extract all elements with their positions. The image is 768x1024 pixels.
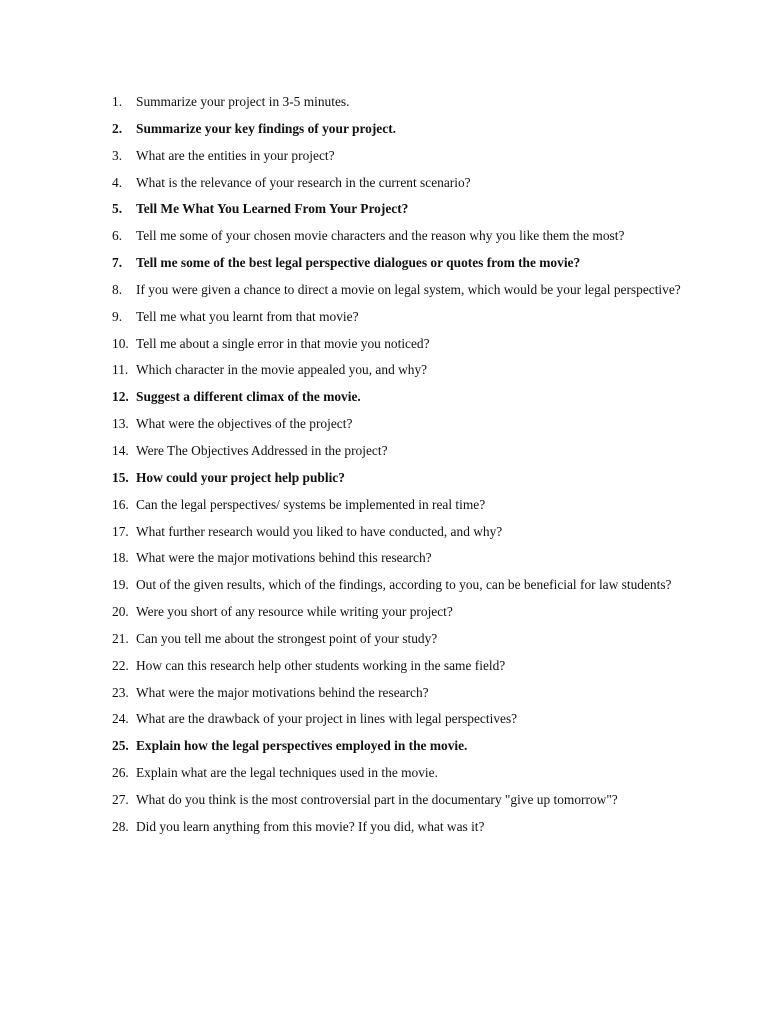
question-text: Can the legal perspectives/ systems be implemented in real time? (136, 496, 486, 512)
question-item (112, 357, 712, 384)
question-number: 19. (112, 577, 129, 593)
question-number: 24. (112, 711, 129, 727)
question-text: What is the relevance of your research in the current scenario? (136, 174, 471, 190)
question-number: 14. (112, 442, 129, 458)
question-item (112, 599, 712, 626)
question-text: If you were given a chance to direct a movie on legal system, which would be your legal perspective? (136, 281, 681, 297)
question-text: How could your project help public? (136, 469, 345, 485)
question-text: What are the entities in your project? (136, 147, 335, 163)
question-number: 9. (112, 308, 123, 324)
question-text: What do you think is the most controversial part in the documentary "give up tomorrow"? (136, 791, 618, 807)
question-item (112, 814, 712, 841)
question-text: Tell me some of the best legal perspective dialogues or quotes from the movie? (136, 255, 581, 271)
question-number: 5. (112, 201, 123, 217)
question-number: 8. (112, 281, 123, 297)
question-text: Explain how the legal perspectives employed in the movie. (136, 738, 468, 754)
question-number: 12. (112, 389, 129, 405)
question-item (112, 653, 712, 680)
question-item (112, 304, 712, 331)
question-text: Can you tell me about the strongest point of your study? (136, 630, 438, 646)
question-item (112, 545, 712, 572)
question-number: 2. (112, 120, 123, 136)
question-item (112, 116, 712, 143)
question-item (112, 331, 712, 358)
question-number: 25. (112, 738, 129, 754)
question-text: Summarize your project in 3-5 minutes. (136, 94, 350, 109)
question-text: Were The Objectives Addressed in the project? (136, 442, 388, 458)
question-item (112, 706, 712, 733)
question-item (112, 733, 712, 760)
question-item (112, 465, 712, 492)
question-item (112, 223, 712, 250)
question-number: 18. (112, 550, 129, 566)
question-item (112, 680, 712, 707)
question-text: Out of the given results, which of the findings, according to you, can be beneficial for law students? (136, 577, 672, 593)
question-number: 23. (112, 684, 129, 700)
question-number: 10. (112, 335, 129, 351)
question-item (112, 250, 712, 277)
question-text: What further research would you liked to have conducted, and why? (136, 523, 503, 539)
question-number: 26. (112, 765, 129, 781)
question-text: Tell me what you learnt from that movie? (136, 308, 359, 324)
question-text: What were the major motivations behind this research? (136, 550, 432, 566)
question-number: 15. (112, 469, 129, 485)
question-item (112, 170, 712, 197)
question-number: 16. (112, 496, 129, 512)
question-item (112, 196, 712, 223)
question-text: What were the major motivations behind the research? (136, 684, 429, 700)
question-text: Explain what are the legal techniques used in the movie. (136, 765, 438, 781)
question-item (112, 411, 712, 438)
question-text: Tell me about a single error in that movie you noticed? (136, 335, 430, 351)
question-number: 13. (112, 416, 129, 432)
question-number: 11. (112, 362, 129, 378)
question-number: 17. (112, 523, 129, 539)
question-item (112, 492, 712, 519)
question-list (112, 89, 712, 841)
question-item (112, 277, 712, 304)
question-text: Suggest a different climax of the movie. (136, 389, 361, 405)
question-number: 3. (112, 147, 123, 163)
question-text: Tell me some of your chosen movie characters and the reason why you like them the most? (136, 228, 625, 244)
question-text: Tell Me What You Learned From Your Project? (136, 201, 409, 217)
question-text: Which character in the movie appealed you, and why? (136, 362, 428, 378)
question-text: Summarize your key findings of your project. (136, 120, 396, 136)
question-number: 1. (112, 94, 123, 109)
question-item (112, 384, 712, 411)
question-number: 28. (112, 818, 129, 834)
question-number: 6. (112, 228, 123, 244)
question-text: What are the drawback of your project in lines with legal perspectives? (136, 711, 518, 727)
question-text: Did you learn anything from this movie? If you did, what was it? (136, 818, 485, 834)
question-item (112, 519, 712, 546)
question-item (112, 89, 712, 116)
question-number: 20. (112, 604, 129, 620)
question-item (112, 572, 712, 599)
question-number: 4. (112, 174, 123, 190)
question-text: What were the objectives of the project? (136, 416, 353, 432)
question-item (112, 438, 712, 465)
question-number: 22. (112, 657, 129, 673)
question-item (112, 760, 712, 787)
question-text: Were you short of any resource while writing your project? (136, 604, 453, 620)
question-item (112, 787, 712, 814)
question-number: 21. (112, 630, 129, 646)
question-item (112, 626, 712, 653)
question-number: 7. (112, 255, 123, 271)
question-text: How can this research help other students working in the same field? (136, 657, 506, 673)
question-number: 27. (112, 791, 129, 807)
question-item (112, 143, 712, 170)
